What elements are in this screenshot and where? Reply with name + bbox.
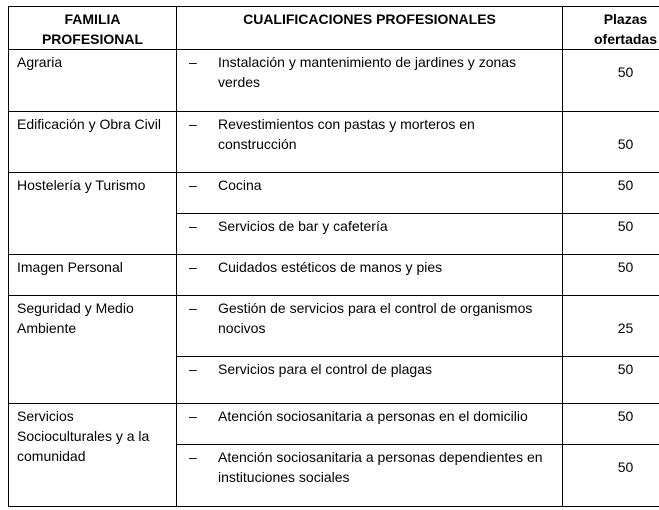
cualificacion-text: Gestión de servicios para el control de organismos nocivos — [218, 300, 533, 336]
dash-bullet: – — [189, 361, 197, 377]
plazas-cell: 50 — [563, 214, 659, 255]
table-row — [9, 50, 659, 112]
cualificacion-text: Revestimientos con pastas y morteros en construcción — [218, 116, 475, 152]
table-row — [9, 296, 659, 357]
header-familia: FAMILIA PROFESIONAL — [9, 7, 177, 50]
cualificacion-cell — [177, 445, 563, 507]
dash-bullet: – — [189, 259, 197, 275]
familia-cell: Imagen Personal — [9, 255, 177, 296]
familia-cell: Seguridad y Medio Ambiente — [9, 296, 177, 404]
cualificacion-cell — [177, 404, 563, 445]
plazas-cell: 50 — [563, 255, 659, 296]
header-plazas: Plazas ofertadas — [563, 7, 659, 50]
qualifications-table — [8, 6, 659, 507]
cualificacion-cell — [177, 214, 563, 255]
plazas-cell: 50 — [563, 173, 659, 214]
cualificacion-cell — [177, 173, 563, 214]
cualificacion-text: Servicios para el control de plagas — [218, 361, 433, 377]
table-row — [9, 404, 659, 445]
familia-cell: Hostelería y Turismo — [9, 173, 177, 255]
cualificacion-text: Cuidados estéticos de manos y pies — [218, 259, 443, 275]
header-cualificaciones: CUALIFICACIONES PROFESIONALES — [177, 7, 563, 50]
dash-bullet: – — [189, 449, 197, 465]
plazas-cell: 50 — [563, 445, 659, 507]
header-row — [9, 7, 659, 50]
table-row — [9, 112, 659, 173]
plazas-cell: 50 — [563, 357, 659, 404]
dash-bullet: – — [189, 116, 197, 132]
dash-bullet: – — [189, 54, 197, 70]
familia-cell: Agraria — [9, 50, 177, 112]
dash-bullet: – — [189, 177, 197, 193]
cualificacion-text: Servicios de bar y cafetería — [218, 218, 388, 234]
table-row — [9, 255, 659, 296]
table-row — [9, 173, 659, 214]
plazas-cell: 50 — [563, 112, 659, 173]
plazas-cell: 25 — [563, 296, 659, 357]
cualificacion-cell — [177, 357, 563, 404]
dash-bullet: – — [189, 218, 197, 234]
cualificacion-cell — [177, 296, 563, 357]
dash-bullet: – — [189, 300, 197, 316]
cualificacion-text: Instalación y mantenimiento de jardines y zonas verdes — [218, 54, 517, 90]
cualificacion-text: Atención sociosanitaria a personas en el domicilio — [218, 408, 528, 424]
cualificacion-text: Atención sociosanitaria a personas dependientes en instituciones sociales — [218, 449, 543, 485]
cualificacion-cell — [177, 112, 563, 173]
familia-cell: Servicios Socioculturales y a la comunidad — [9, 404, 177, 507]
plazas-cell: 50 — [563, 404, 659, 445]
cualificacion-cell — [177, 50, 563, 112]
cualificacion-text: Cocina — [218, 177, 262, 193]
plazas-cell: 50 — [563, 50, 659, 112]
dash-bullet: – — [189, 408, 197, 424]
cualificacion-cell — [177, 255, 563, 296]
familia-cell: Edificación y Obra Civil — [9, 112, 177, 173]
